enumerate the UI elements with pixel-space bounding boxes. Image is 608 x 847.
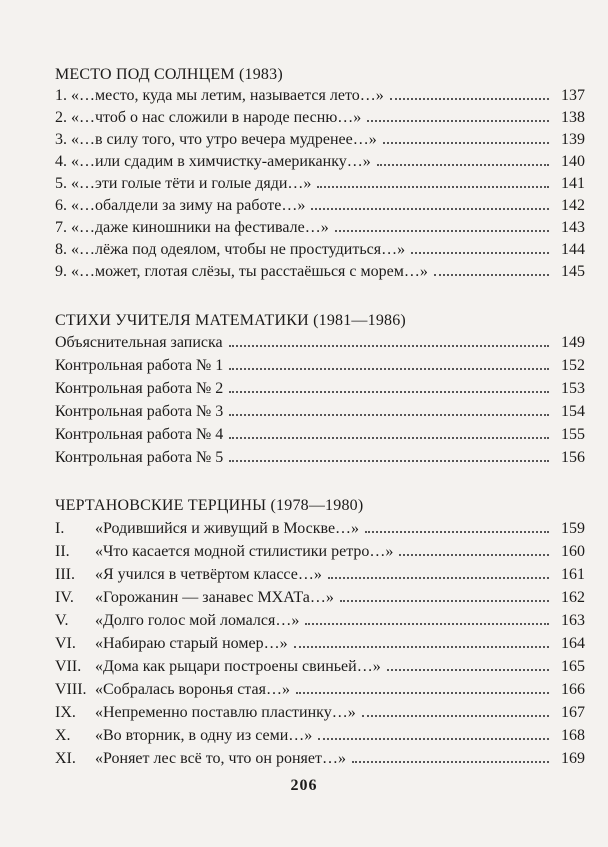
- entry-number: 6.: [55, 197, 67, 214]
- entry-title: «Собралась воронья стая…»: [95, 681, 290, 698]
- dot-leader: [305, 622, 549, 625]
- entry-title: «Во вторник, в одну из семи…»: [95, 727, 313, 744]
- entry-number: VI.: [55, 635, 76, 652]
- dot-leader: [328, 576, 549, 579]
- entry-title: Контрольная работа № 4: [55, 426, 224, 443]
- entry-title: «…лёжа под одеялом, чтобы не простудиться…»: [71, 241, 406, 258]
- entry-title: «Долго голос мой ломался…»: [95, 612, 300, 629]
- toc-entry: [55, 612, 585, 634]
- dot-leader: [318, 737, 549, 740]
- dot-leader: [399, 553, 549, 556]
- entry-number: I.: [55, 520, 65, 537]
- entry-title: Контрольная работа № 3: [55, 403, 224, 420]
- toc-entry: [55, 219, 585, 241]
- toc-entry: [55, 380, 585, 402]
- toc-entry: [55, 566, 585, 588]
- dot-leader: [383, 141, 549, 144]
- section-title: СТИХИ УЧИТЕЛЯ МАТЕМАТИКИ (1981—1986): [55, 312, 406, 329]
- entry-title: «Набираю старый номер…»: [95, 635, 288, 652]
- section-title: ЧЕРТАНОВСКИЕ ТЕРЦИНЫ (1978—1980): [55, 497, 364, 514]
- entry-page: 140: [561, 153, 585, 170]
- toc-entry: [55, 241, 585, 263]
- entry-title: «Дома как рыцари построены свиньей…»: [95, 658, 381, 675]
- entry-page: 168: [561, 727, 585, 744]
- page-number: 206: [290, 777, 318, 794]
- entry-page: 149: [561, 334, 585, 351]
- toc-entry: [55, 109, 585, 131]
- toc-entry: [55, 403, 585, 425]
- entry-number: 7.: [55, 219, 67, 236]
- toc-entry: [55, 426, 585, 448]
- entry-title: «Горожанин — занавес МХАТа…»: [95, 589, 334, 606]
- entry-page: 165: [561, 658, 585, 675]
- entry-page: 169: [561, 750, 585, 767]
- entry-page: 156: [561, 449, 585, 466]
- entry-number: 8.: [55, 241, 67, 258]
- dot-leader: [340, 599, 549, 602]
- toc-entry: [55, 543, 585, 565]
- dot-leader: [390, 97, 549, 100]
- dot-leader: [377, 163, 549, 166]
- entry-page: 137: [561, 87, 585, 104]
- toc-entry: [55, 334, 585, 356]
- entry-page: 141: [561, 175, 585, 192]
- dot-leader: [294, 645, 549, 648]
- dot-leader: [296, 691, 549, 694]
- entry-number: IX.: [55, 704, 76, 721]
- entry-title: «Роняет лес всё то, что он роняет…»: [95, 750, 346, 767]
- entry-number: III.: [55, 566, 75, 583]
- dot-leader: [434, 273, 549, 276]
- entry-page: 160: [561, 543, 585, 560]
- entry-page: 138: [561, 109, 585, 126]
- entry-page: 161: [561, 566, 585, 583]
- dot-leader: [229, 367, 549, 370]
- toc-entry: [55, 635, 585, 657]
- entry-number: II.: [55, 543, 70, 560]
- toc-entry: [55, 357, 585, 379]
- entry-title: «…место, куда мы летим, называется лето…»: [71, 87, 384, 104]
- entry-page: 139: [561, 131, 585, 148]
- toc-entry: [55, 153, 585, 175]
- entry-page: 163: [561, 612, 585, 629]
- entry-title: Контрольная работа № 1: [55, 357, 224, 374]
- entry-page: 152: [561, 357, 585, 374]
- entry-title: Контрольная работа № 5: [55, 449, 224, 466]
- toc-entry: [55, 704, 585, 726]
- entry-title: Объяснительная записка: [55, 334, 223, 351]
- entry-number: 5.: [55, 175, 67, 192]
- entry-number: 9.: [55, 263, 67, 280]
- entry-number: XI.: [55, 750, 76, 767]
- toc-entry: [55, 750, 585, 772]
- dot-leader: [335, 229, 549, 232]
- entry-title: «…может, глотая слёзы, ты расстаёшься с морем…»: [71, 263, 428, 280]
- dot-leader: [387, 668, 549, 671]
- toc-entry: [55, 449, 585, 471]
- entry-page: 164: [561, 635, 585, 652]
- entry-page: 159: [561, 520, 585, 537]
- entry-page: 167: [561, 704, 585, 721]
- entry-number: VIII.: [55, 681, 87, 698]
- entry-title: «…обалдели за зиму на работе…»: [71, 197, 306, 214]
- entry-page: 155: [561, 426, 585, 443]
- entry-number: 3.: [55, 131, 67, 148]
- dot-leader: [229, 413, 549, 416]
- entry-title: «Я учился в четвёртом классе…»: [95, 566, 322, 583]
- entry-number: V.: [55, 612, 69, 629]
- dot-leader: [352, 760, 549, 763]
- entry-page: 154: [561, 403, 585, 420]
- entry-number: 4.: [55, 153, 67, 170]
- dot-leader: [362, 714, 549, 717]
- toc-entry: [55, 131, 585, 153]
- toc-entry: [55, 263, 585, 285]
- entry-title: «…даже киношники на фестивале…»: [71, 219, 329, 236]
- dot-leader: [229, 390, 549, 393]
- toc-entry: [55, 197, 585, 219]
- toc-entry: [55, 87, 585, 109]
- toc-entry: [55, 727, 585, 749]
- entry-title: «…в силу того, что утро вечера мудренее…»: [71, 131, 377, 148]
- entry-title: «Родившийся и живущий в Москве…»: [95, 520, 360, 537]
- toc-entry: [55, 589, 585, 611]
- entry-title: «Непременно поставлю пластинку…»: [95, 704, 356, 721]
- toc-entry: [55, 658, 585, 680]
- dot-leader: [229, 459, 549, 462]
- dot-leader: [411, 251, 549, 254]
- entry-page: 166: [561, 681, 585, 698]
- entry-page: 162: [561, 589, 585, 606]
- entry-number: 1.: [55, 87, 67, 104]
- entry-page: 144: [561, 241, 585, 258]
- dot-leader: [229, 436, 549, 439]
- entry-title: «…эти голые тёти и голые дяди…»: [71, 175, 312, 192]
- entry-number: VII.: [55, 658, 82, 675]
- entry-page: 145: [561, 263, 585, 280]
- dot-leader: [311, 207, 549, 210]
- entry-title: «…чтоб о нас сложили в народе песню…»: [71, 109, 362, 126]
- entry-page: 142: [561, 197, 585, 214]
- toc-entry: [55, 681, 585, 703]
- section-title: МЕСТО ПОД СОЛНЦЕМ (1983): [55, 66, 283, 83]
- entry-title: Контрольная работа № 2: [55, 380, 224, 397]
- entry-title: «Что касается модной стилистики ретро…»: [95, 543, 394, 560]
- dot-leader: [367, 119, 549, 122]
- dot-leader: [365, 530, 549, 533]
- entry-number: X.: [55, 727, 71, 744]
- dot-leader: [317, 185, 549, 188]
- entry-page: 153: [561, 380, 585, 397]
- entry-number: 2.: [55, 109, 67, 126]
- dot-leader: [229, 344, 549, 347]
- toc-entry: [55, 520, 585, 542]
- toc-entry: [55, 175, 585, 197]
- entry-page: 143: [561, 219, 585, 236]
- entry-title: «…или сдадим в химчистку-американку…»: [71, 153, 371, 170]
- entry-number: IV.: [55, 589, 74, 606]
